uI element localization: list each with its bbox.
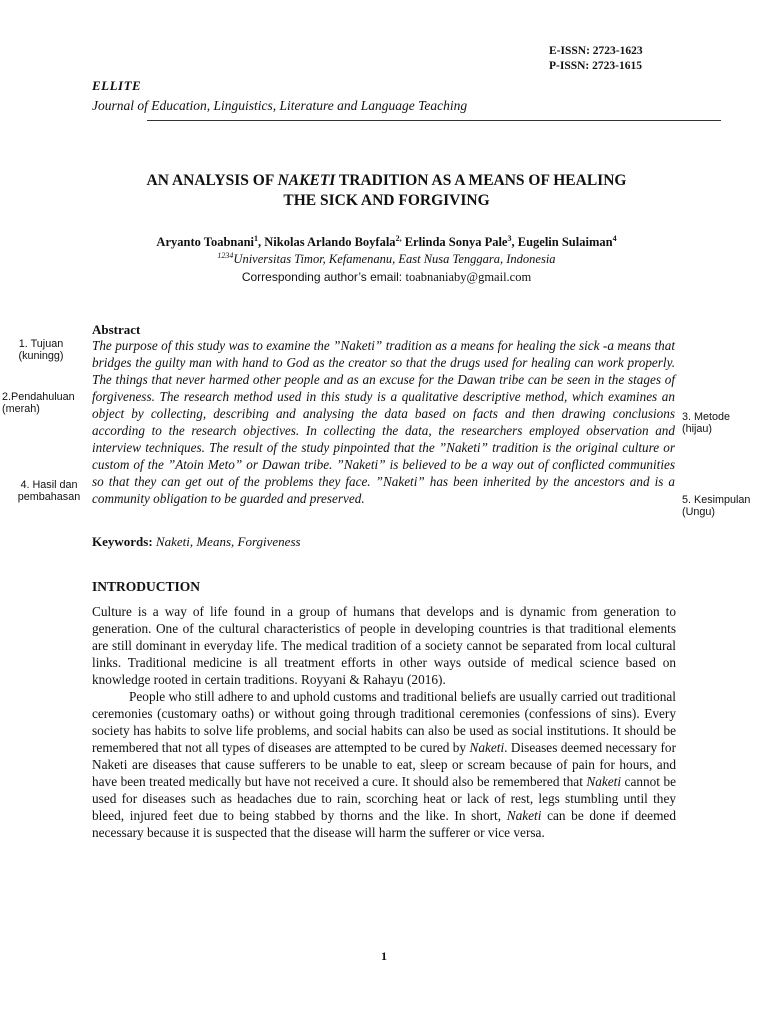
note-pendahuluan — [2, 391, 75, 415]
keywords-list: Naketi, Means, Forgiveness — [152, 534, 301, 549]
introduction-heading: INTRODUCTION — [92, 579, 201, 594]
note-kesimpulan-line2: (Ungu) — [682, 506, 716, 518]
title-line-2: THE SICK AND FORGIVING — [283, 192, 490, 209]
title-italic: NAKETI — [277, 172, 336, 189]
note-metode-line2: (hijau) — [682, 423, 713, 435]
p2-italic-2: Naketi — [586, 774, 622, 789]
author-list — [92, 235, 681, 250]
keywords-label: Keywords: — [92, 534, 153, 549]
abstract-text: The purpose of this study was to examine the ”Naketi” tradition as a means for healing the sick -a means that bridges the guilty man with hand to God as the creator so that the drugs used for healing can work properly. The things that never harmed other people and as an excuse for the Dawan tribe can be seen in the stages of forgiveness. The research method used in this study is a qualitative descriptive method, which examines an object by collecting, describing and analysing the data based on facts and then drawing conclusions according to the research objectives. In collecting the data, the researchers employed observation and interview techniques. The result of the study pinpointed that the ”Naketi” tradition is the original culture or custom of the ”Atoin Meto” or Dawan tribe. ”Naketi” is believed to be a way out of conflicted communities so that they can get out of the problems they face. ”Naketi” has been inherited by the ancestors and is a community obligation to be guarded and preserved. — [92, 338, 675, 506]
affiliation — [92, 252, 681, 267]
note-hasil-line1: 4. Hasil dan — [20, 479, 78, 491]
p2-part-a: People who still adhere to and uphold customs and traditional beliefs are usually carried out traditional ceremonies (customary oaths) or without going through traditional ceremonies (confessions of sins). Every society has habits to solve life problems, and social habits can also be used as social institutions. It should be remembered that not all types of diseases are attempted to be cured by — [92, 689, 676, 755]
author-4-sup: 4 — [612, 233, 617, 243]
note-hasil — [6, 479, 92, 503]
pissn: P-ISSN: 2723-1615 — [549, 60, 642, 72]
paper-title — [92, 171, 681, 211]
note-hasil-line2: pembahasan — [17, 491, 81, 503]
note-pendahuluan-line1: 2.Pendahuluan — [2, 391, 75, 403]
abstract-heading: Abstract — [92, 322, 141, 337]
email-address[interactable]: toabnaniaby@gmail.com — [405, 270, 532, 284]
author-1: Aryanto Toabnani — [156, 235, 255, 249]
affiliation-sup: 1234 — [217, 250, 234, 260]
introduction-body — [92, 603, 676, 841]
note-pendahuluan-line2: (merah) — [2, 403, 40, 415]
eissn: E-ISSN: 2723-1623 — [549, 45, 643, 57]
intro-paragraph-2 — [92, 688, 676, 841]
header-rule — [147, 120, 721, 121]
affiliation-text: Universitas Timor, Kefamenanu, East Nusa Tenggara, Indonesia — [233, 252, 556, 266]
note-kesimpulan-line1: 5. Kesimpulan — [682, 494, 751, 506]
author-1-sup: 1 — [254, 233, 259, 243]
p2-part-d: can be done if deemed necessary because it is suspected that the disease will harm the sufferer or vice versa. — [92, 808, 676, 840]
author-2: , Nikolas Arlando Boyfala — [258, 235, 396, 249]
p2-part-b: . Diseases deemed necessary for Naketi are diseases that cause sufferers to be unable to eat, sleep or scream because of pain for hours, and have been treated medically but have not received a cure. It should also be remembered that — [92, 740, 676, 789]
title-line-1 — [92, 171, 681, 191]
page-number: 1 — [381, 949, 387, 963]
author-3-sup: 3 — [507, 233, 512, 243]
note-metode — [682, 411, 730, 435]
journal-subtitle: Journal of Education, Linguistics, Literature and Language Teaching — [92, 98, 468, 113]
p2-italic-1: Naketi — [469, 740, 505, 755]
journal-name: ELLITE — [92, 78, 142, 93]
intro-paragraph-1: Culture is a way of life found in a group of humans that develops and is dynamic from generation to generation. One of the cultural characteristics of people in developing countries is that traditional elements are still dominant in everyday life. The medical tradition of a society cannot be separated from local cultural links. Traditional medicine is all treatment efforts in other ways outside of medical science based on knowledge rooted in certain traditions. Royyani & Rahayu (2016). — [92, 604, 676, 687]
title-text: AN ANALYSIS OF — [146, 172, 278, 189]
note-tujuan-line1: 1. Tujuan — [18, 338, 64, 350]
keywords — [92, 534, 301, 550]
note-tujuan — [8, 338, 74, 362]
title-text-end: TRADITION AS A MEANS OF HEALING — [335, 172, 627, 189]
author-4: , Eugelin Sulaiman — [511, 235, 613, 249]
p2-part-c: cannot be used for diseases such as headaches due to rain, scorching heat or lack of rest, legs stumbling until they bleed, injured feet due to being stabbed by thorns and the like. In short, — [92, 774, 676, 823]
note-kesimpulan — [682, 494, 750, 518]
note-metode-line1: 3. Metode — [682, 411, 731, 423]
author-2-sup: 2, — [395, 233, 402, 243]
corresponding-email — [92, 270, 681, 285]
note-tujuan-line2: (kuningg) — [18, 350, 64, 362]
p2-italic-3: Naketi — [506, 808, 542, 823]
author-3: Erlinda Sonya Pale — [401, 235, 508, 249]
email-label: Corresponding author’s email: — [241, 270, 406, 284]
